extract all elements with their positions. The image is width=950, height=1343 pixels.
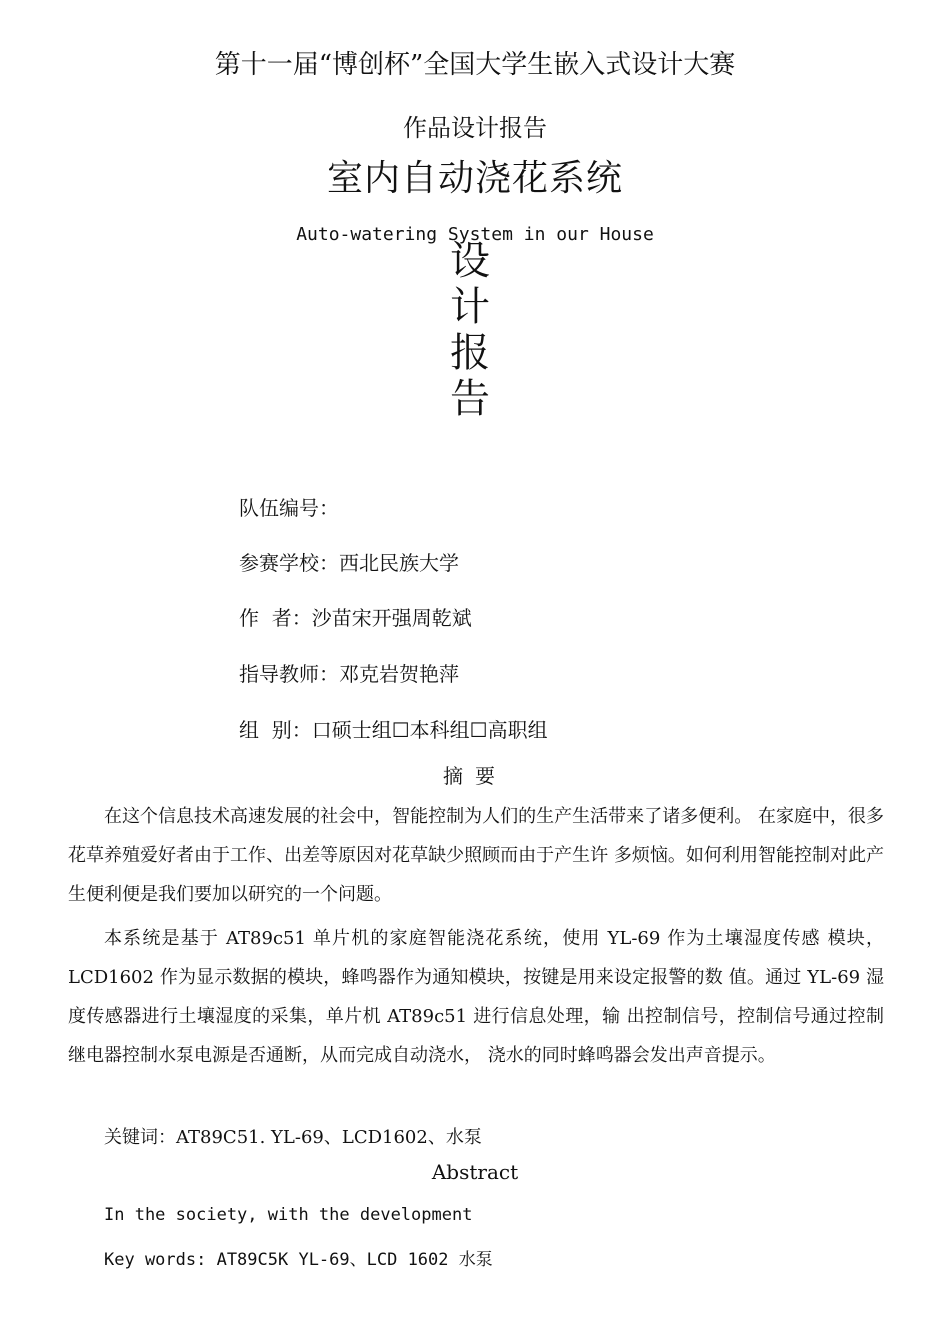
authors: 作 者：沙苗宋开强周乾斌 <box>239 606 472 630</box>
english-keywords: Key words: AT89C5K YL-69、LCD 1602 水泵 <box>104 1250 493 1270</box>
team-number: 队伍编号： <box>239 496 339 520</box>
abstract-heading: 摘要 <box>443 764 507 788</box>
vertical-title-char: 设 <box>450 238 490 284</box>
vertical-title-char: 报 <box>450 330 490 376</box>
keywords: 关键词：AT89C51. YL-69、LCD1602、水泵 <box>104 1127 482 1148</box>
abstract-paragraph: 本系统是基于 AT89c51 单片机的家庭智能浇花系统，使用 YL-69 作为土壤湿度传感 模块，LCD1602 作为显示数据的模块，蜂鸣器作为通知模块，按键是用来设定报警的数 值。通过 YL-69 湿度传感器进行土壤湿度的采集，单片机 AT89c51 进行信息处理，输 出控制信号，控制信号通过控制继电器控制水泵电源是否通断，从而完成自动浇水， 浇水的同时蜂鸣器会发出声音提示。 <box>68 928 884 1066</box>
english-title: Auto-watering System in our House <box>296 224 654 245</box>
competition-title: 第十一届“博创杯”全国大学生嵌入式设计大赛 <box>214 50 736 80</box>
vertical-title <box>445 238 495 422</box>
abstract-paragraph: 在这个信息技术高速发展的社会中，智能控制为人们的生产生活带来了诸多便利。 在家庭中，很多花草养殖爱好者由于工作、出差等原因对花草缺少照顾而由于产生许 多烦恼。如何利用智能控制对此产生便利便是我们要加以研究的一个问题。 <box>68 806 884 905</box>
vertical-title-char: 告 <box>450 376 490 422</box>
group: 组 别：口硕士组☐本科组☐高职组 <box>239 718 548 742</box>
english-abstract-heading: Abstract <box>431 1160 519 1184</box>
advisors: 指导教师：邓克岩贺艳萍 <box>239 662 459 686</box>
report-title: 作品设计报告 <box>403 114 547 142</box>
school: 参赛学校：西北民族大学 <box>239 551 459 575</box>
main-title: 室内自动浇花系统 <box>326 158 623 199</box>
vertical-title-char: 计 <box>450 284 490 330</box>
english-abstract-text: In the society, with the development <box>104 1205 473 1225</box>
